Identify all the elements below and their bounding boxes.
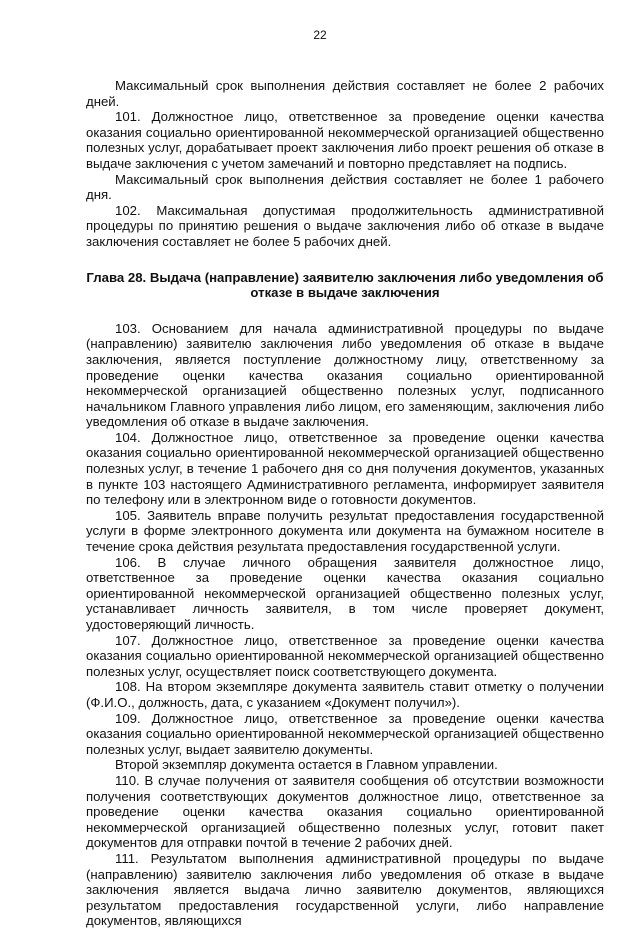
paragraph: Максимальный срок выполнения действия составляет не более 2 рабочих дней.	[86, 78, 604, 109]
paragraph: Максимальный срок выполнения действия составляет не более 1 рабочего дня.	[86, 171, 604, 203]
page-number: 22	[313, 28, 327, 42]
paragraph-104: 104. Должностное лицо, ответственное за проведение оценки качества оказания социально ориентированной некоммерческой организацией общественно полезных услуг, в течение 1 рабочего дня со дня получения документов, указанных в пункте 103 настоящего Административного регламента, информирует заявителя по телефону или в электронном виде о готовности документов.	[86, 429, 604, 508]
paragraph-109: 109. Должностное лицо, ответственное за проведение оценки качества оказания социально ориентированной некоммерческой организацией общественно полезных услуг, выдает заявителю документы.	[86, 710, 604, 757]
paragraph-108: 108. На втором экземпляре документа заявитель ставит отметку о получении (Ф.И.О., должность, дата, с указанием «Документ получил»).	[86, 679, 604, 710]
paragraph-105: 105. Заявитель вправе получить результат предоставления государственной услуги в форме электронного документа или документа на бумажном носителе в течение срока действия результата предоставления государственной услуги.	[86, 507, 604, 555]
paragraph-102: 102. Максимальная допустимая продолжительность административной процедуры по принятию решения о выдаче заключения либо об отказе в выдаче заключения составляет не более 5 рабочих дней.	[86, 202, 604, 249]
paragraph-103: 103. Основанием для начала административной процедуры по выдаче (направлению) заявителю заключения либо уведомления об отказе в выдаче заключения, является поступление должностному лицу, ответственному за проведение оценки качества оказания социально ориентированной некоммерческой организацией общественно полезных услуг, подписанного начальником Главного управления либо лицом, его заменяющим, заключения либо уведомления об отказе в выдаче заключения.	[86, 320, 604, 430]
paragraph-107: 107. Должностное лицо, ответственное за проведение оценки качества оказания социально ориентированной некоммерческой организацией общественно полезных услуг, осуществляет поиск соответствующего документа.	[86, 632, 604, 679]
paragraph-111: 111. Результатом выполнения административной процедуры по выдаче (направлению) заявителю заключения либо уведомления об отказе в выдаче заключения является выдача лично заявителю документов, являющихся результатом предоставления государственной услуги, либо направление документов, являющихся	[86, 850, 604, 929]
paragraph-101: 101. Должностное лицо, ответственное за проведение оценки качества оказания социально ориентированной некоммерческой организацией общественно полезных услуг, дорабатывает проект заключения либо проект решения об отказе в выдаче заключения с учетом замечаний и повторно представляет на подпись.	[86, 109, 604, 171]
paragraph-106: 106. В случае личного обращения заявителя должностное лицо, ответственное за проведение оценки качества оказания социально ориентированной некоммерческой организацией общественно полезных услуг, устанавливает личность заявителя, в том числе проверяет документ, удостоверяющий личность.	[86, 554, 604, 632]
document-body	[86, 78, 604, 929]
chapter-heading: Глава 28. Выдача (направление) заявителю заключения либо уведомления об отказе в выдаче заключения	[86, 269, 604, 301]
paragraph: Второй экземпляр документа остается в Главном управлении.	[115, 757, 498, 773]
paragraph-110: 110. В случае получения от заявителя сообщения об отсутствии возможности получения соответствующих документов должностное лицо, ответственное за проведение оценки качества оказания социально ориентированной некоммерческой организацией общественно полезных услуг, готовит пакет документов для отправки почтой в течение 2 рабочих дней.	[86, 772, 604, 851]
